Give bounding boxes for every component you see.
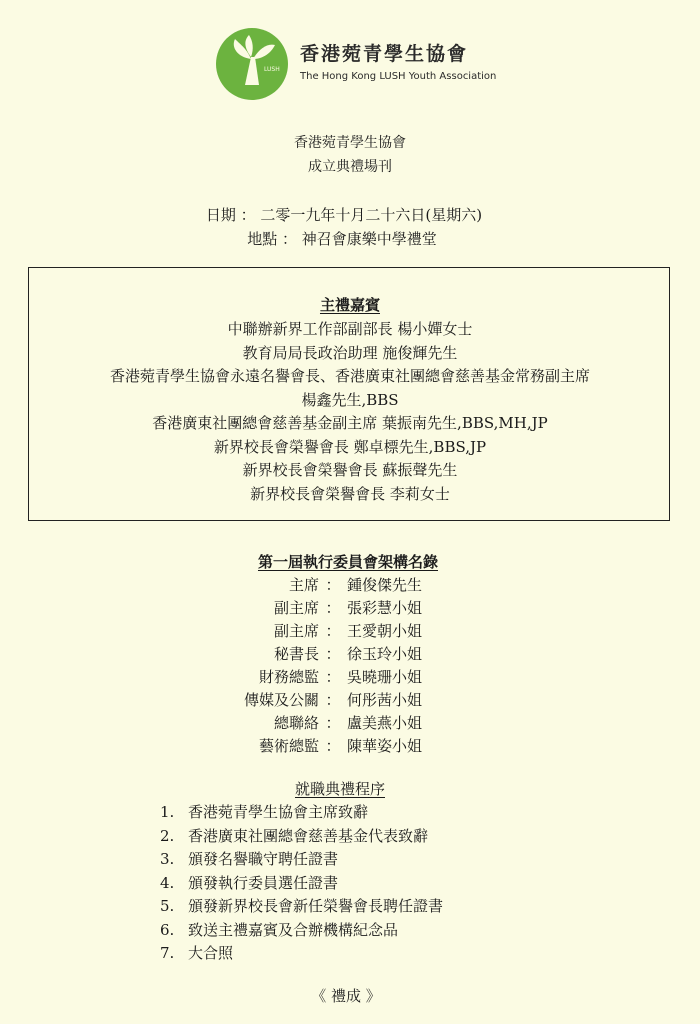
programme-item-number: 3. (160, 850, 175, 868)
committee-colon: ： (325, 668, 341, 686)
programme-item-number: 7. (160, 944, 175, 962)
guests-heading: 主禮嘉賓 (319, 296, 380, 314)
committee-title: 總聯絡 (273, 714, 319, 732)
programme-item (160, 825, 428, 846)
header-venue: 地點 ： 神召會康樂中學禮堂 (247, 230, 437, 248)
guest-line: 教育局局長政治助理 施俊輝先生 (242, 343, 458, 362)
committee-colon: ： (325, 714, 341, 732)
committee-colon: ： (325, 691, 341, 709)
committee-name: 王愛朝小姐 (347, 622, 423, 640)
committee-row (0, 666, 700, 690)
committee-name: 吳曉珊小姐 (347, 668, 423, 686)
committee-row (0, 735, 700, 759)
committee-row (0, 689, 700, 713)
programme-item-text: 頒發新界校長會新任榮譽會長聘任證書 (188, 897, 444, 915)
programme-item (160, 919, 398, 940)
committee-title: 副主席 (273, 599, 319, 617)
header-event-name: 成立典禮場刊 (308, 159, 392, 175)
programme-item (160, 801, 368, 822)
guest-line: 新界校長會榮譽會長 李莉女士 (250, 484, 450, 503)
guest-line: 香港菀青學生協會永遠名譽會長、香港廣東社團總會慈善基金常務副主席 (109, 367, 590, 385)
logo-english-name: The Hong Kong LUSH Youth Association (300, 71, 497, 82)
committee-row (0, 712, 700, 736)
logo-chinese-name: 香港菀青學生協會 (300, 43, 469, 65)
committee-title: 副主席 (273, 622, 319, 640)
committee-colon: ： (325, 599, 341, 617)
committee-title: 財務總監 (258, 668, 319, 686)
committee-row (0, 574, 700, 598)
guest-line: 新界校長會榮譽會長 鄭卓標先生,BBS,JP (213, 437, 487, 456)
committee-colon: ： (325, 622, 341, 640)
logo-badge-text: LUSH (264, 66, 280, 73)
programme-item-text: 大合照 (188, 944, 234, 962)
guest-line: 楊鑫先生,BBS (301, 390, 399, 409)
guest-line: 新界校長會榮譽會長 蘇振聲先生 (242, 461, 458, 479)
programme-item-text: 頒發名譽職守聘任證書 (188, 850, 339, 868)
header-org-name: 香港菀青學生協會 (294, 135, 406, 151)
committee-name: 張彩慧小姐 (347, 599, 423, 617)
org-logo (215, 27, 515, 103)
programme-item-number: 5. (160, 897, 175, 915)
programme-item-number: 1. (160, 803, 175, 821)
closing-text: 《 禮成 》 (311, 987, 381, 1005)
committee-name: 陳華姿小姐 (347, 737, 423, 755)
committee-colon: ： (325, 737, 341, 755)
committee-name: 何彤茜小姐 (347, 691, 423, 709)
programme-item-number: 6. (160, 920, 175, 939)
committee-colon: ： (325, 576, 341, 594)
committee-heading: 第一屆執行委員會架構名錄 (257, 553, 438, 571)
committee-title: 藝術總監 (258, 737, 319, 755)
programme-item-text: 香港廣東社團總會慈善基金代表致辭 (188, 826, 429, 845)
committee-name: 徐玉玲小姐 (347, 645, 423, 663)
programme-item-text: 致送主禮嘉賓及合辦機構紀念品 (188, 920, 399, 939)
committee-colon: ： (325, 645, 341, 663)
committee-name: 鍾俊傑先生 (347, 576, 423, 594)
programme-item (160, 895, 443, 916)
programme-item-number: 4. (160, 873, 175, 892)
committee-name: 盧美燕小姐 (347, 714, 423, 732)
committee-row (0, 643, 700, 667)
programme-item-text: 香港菀青學生協會主席致辭 (188, 803, 369, 821)
committee-title: 秘書長 (273, 645, 319, 663)
committee-title: 傳媒及公關 (243, 691, 319, 709)
programme-item-number: 2. (160, 826, 175, 845)
committee-row (0, 620, 700, 644)
programme-item (160, 848, 338, 869)
lush-logo-icon (215, 27, 289, 101)
guest-line: 香港廣東社團總會慈善基金副主席 葉振南先生,BBS,MH,JP (152, 414, 548, 432)
programme-item (160, 942, 233, 963)
guest-line: 中聯辦新界工作部副部長 楊小嬋女士 (227, 320, 473, 338)
committee-title: 主席 (288, 576, 319, 594)
header-date: 日期 ： 二零一九年十月二十六日(星期六) (205, 206, 483, 224)
programme-heading: 就職典禮程序 (294, 780, 385, 798)
committee-row (0, 597, 700, 621)
programme-item-text: 頒發執行委員選任證書 (188, 873, 339, 892)
programme-item (160, 872, 338, 893)
